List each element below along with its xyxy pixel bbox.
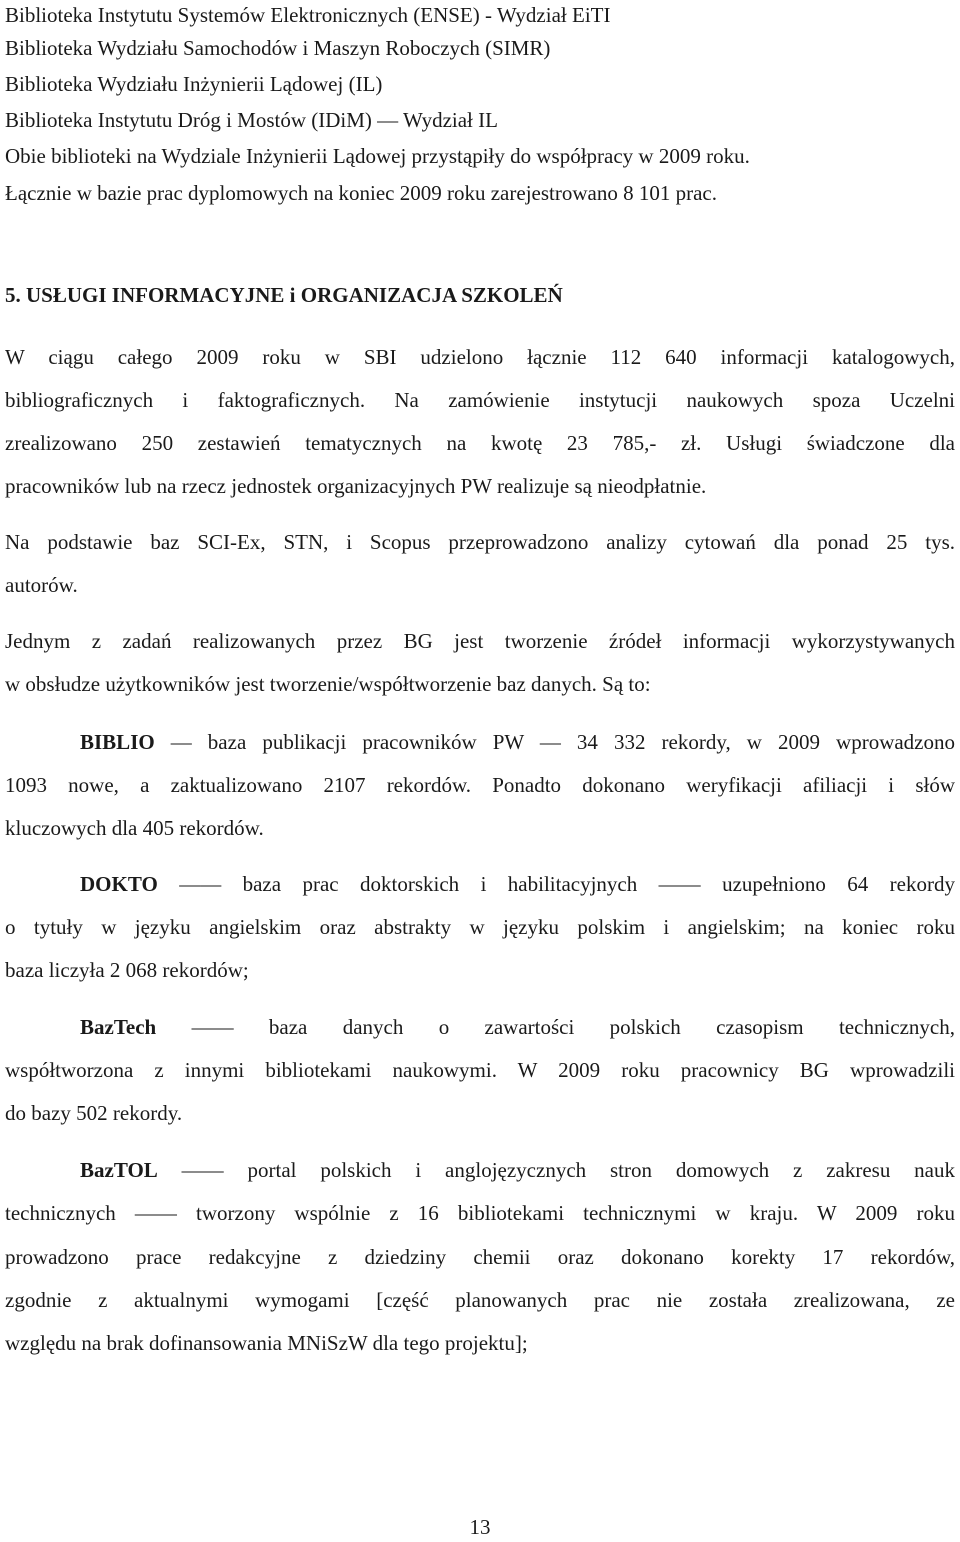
database-entry-baztol [80, 1155, 955, 1185]
database-name: BIBLIO [80, 730, 155, 754]
database-name: BazTech [80, 1015, 157, 1039]
database-description: —— baza prac doktorskich i habilitacyjnych —— uzupełniono 64 rekordy [157, 872, 955, 896]
database-description: — baza publikacji pracowników PW — 34 332 rekordy, w 2009 wprowadzono [154, 730, 955, 754]
intro-line: Biblioteka Wydziału Samochodów i Maszyn Roboczych (SIMR) [5, 36, 551, 60]
database-description: —— portal polskich i anglojęzycznych stron domowych z zakresu nauk [157, 1158, 955, 1182]
section-heading: 5. USŁUGI INFORMACYJNE i ORGANIZACJA SZKOLEŃ [5, 283, 563, 307]
intro-line: Biblioteka Instytutu Systemów Elektronicznych (ENSE) - Wydział EiTI [5, 3, 611, 27]
paragraph-line: autorów. [5, 573, 78, 597]
database-name: DOKTO [80, 872, 158, 896]
paragraph-line: 1093 nowe, a zaktualizowano 2107 rekordów. Ponadto dokonano weryfikacji afiliacji i słów [5, 773, 955, 797]
paragraph-line: zgodnie z aktualnymi wymogami [część planowanych prac nie została zrealizowana, ze [5, 1288, 955, 1312]
paragraph-line: Na podstawie baz SCI-Ex, STN, i Scopus przeprowadzono analizy cytowań dla ponad 25 tys. [5, 530, 955, 554]
paragraph-line: względu na brak dofinansowania MNiSzW dla tego projektu]; [5, 1331, 528, 1355]
paragraph-line: zrealizowano 250 zestawień tematycznych na kwotę 23 785,- zł. Usługi świadczone dla [5, 431, 955, 455]
intro-line: Obie biblioteki na Wydziale Inżynierii Lądowej przystąpiły do współpracy w 2009 roku. [5, 144, 750, 168]
database-name: BazTOL [80, 1158, 158, 1182]
paragraph-line: kluczowych dla 405 rekordów. [5, 816, 264, 840]
paragraph-line: prowadzono prace redakcyjne z dziedziny chemii oraz dokonano korekty 17 rekordów, [5, 1245, 955, 1269]
paragraph-line: technicznych —— tworzony wspólnie z 16 bibliotekami technicznymi w kraju. W 2009 roku [5, 1201, 955, 1225]
paragraph-line: pracowników lub na rzecz jednostek organizacyjnych PW realizuje są nieodpłatnie. [5, 474, 707, 498]
database-entry-baztech [80, 1012, 955, 1042]
paragraph-line: Jednym z zadań realizowanych przez BG jest tworzenie źródeł informacji wykorzystywanych [5, 629, 955, 653]
intro-line: Biblioteka Wydziału Inżynierii Lądowej (IL) [5, 72, 383, 96]
database-entry-biblio [80, 727, 955, 757]
intro-line: Łącznie w bazie prac dyplomowych na koniec 2009 roku zarejestrowano 8 101 prac. [5, 181, 717, 205]
intro-line: Biblioteka Instytutu Dróg i Mostów (IDiM) — Wydział IL [5, 108, 498, 132]
paragraph-line: baza liczyła 2 068 rekordów; [5, 958, 249, 982]
paragraph-line: bibliograficznych i faktograficznych. Na zamówienie instytucji naukowych spoza Uczelni [5, 388, 955, 412]
paragraph-line: W ciągu całego 2009 roku w SBI udzielono łącznie 112 640 informacji katalogowych, [5, 345, 955, 369]
database-entry-dokto [80, 869, 955, 899]
page-number: 13 [469, 1515, 491, 1539]
paragraph-line: w obsłudze użytkowników jest tworzenie/współtworzenie baz danych. Są to: [5, 672, 651, 696]
paragraph-line: do bazy 502 rekordy. [5, 1101, 183, 1125]
database-description: —— baza danych o zawartości polskich czasopism technicznych, [156, 1015, 955, 1039]
paragraph-line: o tytuły w języku angielskim oraz abstrakty w języku polskim i angielskim; na koniec roku [5, 915, 955, 939]
paragraph-line: współtworzona z innymi bibliotekami naukowymi. W 2009 roku pracownicy BG wprowadzili [5, 1058, 955, 1082]
